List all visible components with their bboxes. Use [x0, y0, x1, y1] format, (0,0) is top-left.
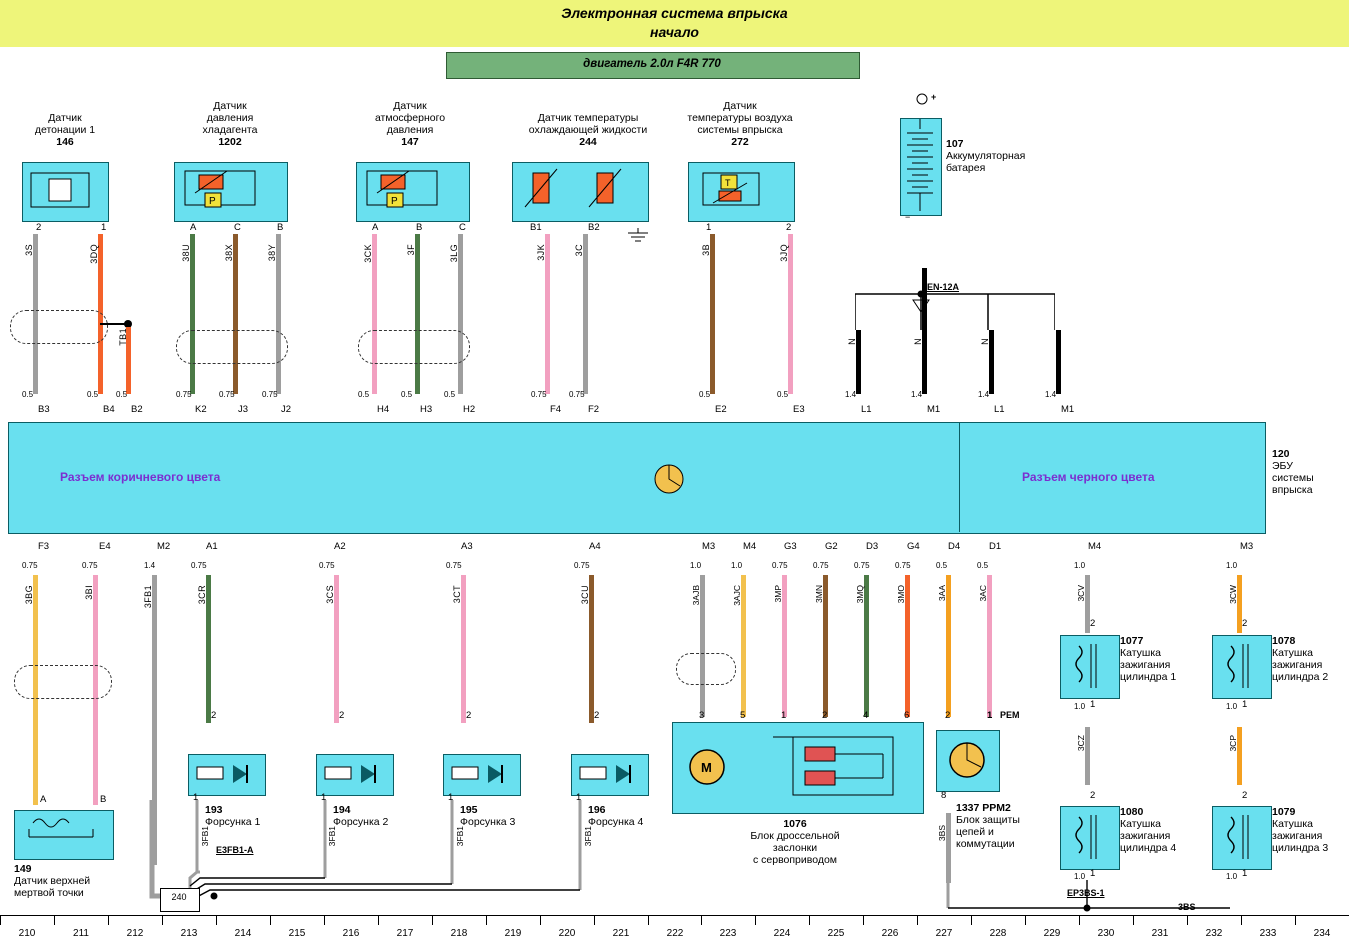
wire-code-3CU: 3CU [580, 585, 590, 605]
ecu-pin-A1: A1 [206, 541, 218, 552]
splice-e3fb1-label: E3FB1-A [216, 845, 254, 855]
ecu-pin-A3: A3 [461, 541, 473, 552]
air-temp-caption: Датчик температуры воздуха системы впрыска 272 [687, 100, 793, 148]
coil-3-caption: 1079 Катушка зажигания цилиндра 3 [1272, 806, 1329, 854]
wire-gauge-38U: 0.75 [176, 390, 192, 399]
ruler-number: 212 [126, 928, 144, 939]
ruler-number: 233 [1259, 928, 1277, 939]
pin-1078-2: 2 [1242, 618, 1248, 629]
pin-1337-2: 2 [945, 710, 951, 721]
wire-code-3FB1-trunk: 3FB1 [143, 585, 153, 609]
ecu-pin-M1-a: M1 [927, 404, 941, 415]
wire-code-TB1: TB1 [118, 328, 128, 346]
ecu-pin-B3: B3 [38, 404, 50, 415]
pin-1080-2: 2 [1090, 790, 1096, 801]
gauge-3MN: 0.75 [813, 561, 829, 570]
refrigerant-pressure-caption: Датчик давления хладагента 1202 [202, 100, 258, 148]
pin-146-1: 1 [101, 222, 107, 233]
ruler-tick [755, 915, 756, 925]
relay-block-caption: 1337 PPM2 Блок защиты цепей и коммутации [956, 802, 1020, 850]
ruler-number: 232 [1205, 928, 1223, 939]
ruler-number: 234 [1313, 928, 1331, 939]
wire-code-3CR: 3CR [197, 585, 207, 605]
ecu-pin-D1: D1 [989, 541, 1002, 552]
ecu-center-icon [652, 462, 686, 501]
wire-code-3CW: 3CW [1228, 585, 1238, 604]
ruler-tick [1025, 915, 1026, 925]
diagram-title-line1: Электронная система впрыска [561, 5, 788, 21]
svg-text:T: T [725, 178, 731, 188]
wire-code-3AC: 3AC [978, 585, 988, 602]
wire-gauge-38Y: 0.75 [262, 390, 278, 399]
pin-1080-1: 1 [1090, 868, 1096, 879]
injector-1-symbol [188, 754, 266, 796]
ecu-pin-M3-a: M3 [702, 541, 716, 552]
ruler-number: 225 [827, 928, 845, 939]
wire-gauge-N-4: 1.4 [1045, 390, 1057, 399]
wire-gauge-38X: 0.75 [219, 390, 235, 399]
ruler-number: 214 [234, 928, 252, 939]
gauge-3CW: 1.0 [1226, 561, 1238, 570]
wire-code-3MP: 3MP [773, 585, 783, 603]
pin-1202-A: A [190, 222, 197, 233]
wire-code-3MN: 3MN [814, 585, 824, 603]
pin-149-A: A [40, 794, 47, 805]
wire-code-3FB1-i1: 3FB1 [200, 826, 210, 847]
knock-sensor-caption: Датчик детонации 1 146 [34, 112, 96, 148]
ruler-tick [594, 915, 595, 925]
injector-1-caption: 193 Форсунка 1 [205, 804, 261, 828]
battery-plus-terminal [915, 92, 929, 111]
wire-code-N-1: N [847, 338, 857, 345]
pin-1077-2: 2 [1090, 618, 1096, 629]
pin-194-1: 1 [321, 792, 327, 803]
ecu-pin-K2: K2 [195, 404, 207, 415]
wire-gauge-TB1: 0.5 [116, 390, 128, 399]
pin-149-B: B [100, 794, 107, 805]
pin-196-2: 2 [594, 710, 600, 721]
ruler-tick [108, 915, 109, 925]
injector-4-symbol [571, 754, 649, 796]
wire-code-3F: 3F [406, 244, 416, 256]
wire-code-3CT: 3CT [452, 585, 462, 604]
ecu-caption: 120 ЭБУ системы впрыска [1272, 448, 1314, 496]
ecu-pin-G4: G4 [907, 541, 920, 552]
ruler-tick [486, 915, 487, 925]
pin-193-2: 2 [211, 710, 217, 721]
ecu-pin-B2: B2 [131, 404, 143, 415]
wire-code-3LG: 3LG [449, 244, 459, 263]
gauge-3CZ: 1.0 [1074, 702, 1086, 711]
ecu-pin-F4: F4 [550, 404, 562, 415]
ruler-tick [54, 915, 55, 925]
coil-1-symbol [1060, 635, 1120, 699]
ruler-tick [270, 915, 271, 925]
ecu-pin-L1-b: L1 [994, 404, 1005, 415]
wire-gauge-3F: 0.5 [401, 390, 413, 399]
pin-1079-1: 1 [1242, 868, 1248, 879]
ecu-black-connector-label: Разъем черного цвета [1022, 470, 1155, 484]
wire-gauge-3S: 0.5 [22, 390, 34, 399]
pin-244-B2: B2 [588, 222, 600, 233]
ecu-pin-M3-b: M3 [1240, 541, 1254, 552]
ruler-number: 213 [180, 928, 198, 939]
pin-1077-1: 1 [1090, 699, 1096, 710]
ruler-tick [1187, 915, 1188, 925]
ruler-number: 215 [288, 928, 306, 939]
injector-3-symbol [443, 754, 521, 796]
gauge-3CR: 0.75 [191, 561, 207, 570]
wire-code-3B: 3B [701, 244, 711, 256]
wire-code-3AJB: 3AJB [691, 585, 701, 606]
air-temp-symbol [688, 162, 795, 222]
ruler-tick [1295, 915, 1296, 925]
ruler-number: 210 [18, 928, 36, 939]
ruler-tick [1241, 915, 1242, 925]
ecu-pin-G3: G3 [784, 541, 797, 552]
pin-244-B1: B1 [530, 222, 542, 233]
ecu-pin-D3: D3 [866, 541, 879, 552]
wire-code-3CP: 3CP [1228, 735, 1238, 752]
ecu-pin-H3: H3 [420, 404, 433, 415]
wire-gauge-3B: 0.5 [699, 390, 711, 399]
wire-code-3BS: 3BS [937, 825, 947, 842]
ground-bus-3bs [930, 880, 1260, 916]
ruler-number: 230 [1097, 928, 1115, 939]
wire-code-3MQ: 3MQ [855, 585, 865, 604]
wire-code-3CK: 3CK [363, 244, 373, 263]
wire-code-38U: 38U [181, 244, 191, 262]
pin-193-1: 1 [193, 792, 199, 803]
ruler-number: 231 [1151, 928, 1169, 939]
pin-146-2: 2 [36, 222, 42, 233]
gauge-3MQ: 0.75 [854, 561, 870, 570]
wire-gauge-3LG: 0.5 [444, 390, 456, 399]
wire-code-3AJC: 3AJC [732, 585, 742, 606]
pin-272-1: 1 [706, 222, 712, 233]
ruler-number: 220 [558, 928, 576, 939]
wire-code-38X: 38X [224, 244, 234, 262]
pin-1078-1: 1 [1242, 699, 1248, 710]
throttle-body-caption: 1076 Блок дроссельной заслонки с сервоприводом [750, 818, 840, 866]
ecu-pin-J2: J2 [281, 404, 292, 415]
wire-code-3JQ: 3JQ [779, 244, 789, 262]
wire-code-3CV: 3CV [1076, 585, 1086, 602]
ruler-tick [324, 915, 325, 925]
ground-node-en12a-label: EN-12A [927, 282, 960, 292]
gauge-3CP: 1.0 [1226, 702, 1238, 711]
wire-code-3BI: 3BI [84, 585, 94, 600]
gauge-3BG: 0.75 [22, 561, 38, 570]
ruler-tick [701, 915, 702, 925]
ruler-number: 223 [719, 928, 737, 939]
pin-147-B: B [416, 222, 423, 233]
gauge-3MO: 0.75 [895, 561, 911, 570]
ruler-tick [0, 915, 1, 925]
ecu-pin-L1-a: L1 [861, 404, 872, 415]
ecu-pin-M4-a: M4 [743, 541, 757, 552]
atm-pressure-symbol [356, 162, 470, 222]
ruler-number: 226 [881, 928, 899, 939]
ruler-tick [1079, 915, 1080, 925]
ecu-pin-B4: B4 [103, 404, 115, 415]
pem-label: PEM [1000, 710, 1020, 720]
wire-gauge-3C: 0.75 [569, 390, 585, 399]
gauge-3CT: 0.75 [446, 561, 462, 570]
wire-code-3FB1-i4: 3FB1 [583, 826, 593, 847]
ecu-pin-A4: A4 [589, 541, 601, 552]
wire-gauge-3DQ: 0.5 [87, 390, 99, 399]
diagram-title [0, 4, 1349, 42]
gauge-3CV: 1.0 [1074, 561, 1086, 570]
pin-1202-B: B [277, 222, 284, 233]
ecu-pin-E4: E4 [99, 541, 111, 552]
ecu-pin-A2: A2 [334, 541, 346, 552]
coil-4-caption: 1080 Катушка зажигания цилиндра 4 [1120, 806, 1177, 854]
wire-gauge-3CK: 0.5 [358, 390, 370, 399]
ecu-pin-E2: E2 [715, 404, 727, 415]
ruler-tick [432, 915, 433, 925]
ecu-pin-E3: E3 [793, 404, 805, 415]
battery-minus-label: − [905, 212, 911, 222]
gauge-3AJB: 1.0 [690, 561, 702, 570]
pin-1076-3: 3 [699, 710, 705, 721]
wire-code-3CZ: 3CZ [1076, 735, 1086, 752]
ecu-pin-J3: J3 [238, 404, 249, 415]
ruler-number: 229 [1043, 928, 1061, 939]
ecu-connector-divider [959, 422, 960, 532]
relay-block-symbol [936, 730, 1000, 792]
ruler-number: 217 [396, 928, 414, 939]
ruler-number: 211 [73, 928, 89, 939]
ruler-tick [863, 915, 864, 925]
wire-code-3JK: 3JK [536, 244, 546, 261]
svg-text:P: P [209, 196, 216, 207]
pin-195-2: 2 [466, 710, 472, 721]
coil-2-caption: 1078 Катушка зажигания цилиндра 2 [1272, 635, 1329, 683]
tdc-sensor-caption: 149 Датчик верхней мертвой точки [14, 863, 91, 899]
atm-pressure-caption: Датчик атмосферного давления 147 [374, 100, 446, 148]
ruler-tick [648, 915, 649, 925]
ecu-pin-M1-b: M1 [1061, 404, 1075, 415]
wire-gauge-N-2: 1.4 [911, 390, 923, 399]
pin-1079-2: 2 [1242, 790, 1248, 801]
throttle-body-symbol [672, 722, 924, 814]
ruler-tick [216, 915, 217, 925]
pin-272-2: 2 [786, 222, 792, 233]
ruler-tick [1133, 915, 1134, 925]
ecu-pin-F2: F2 [588, 404, 600, 415]
pin-1202-C: C [234, 222, 241, 233]
ruler-number: 219 [504, 928, 522, 939]
battery-caption: 107 Аккумуляторная батарея [946, 138, 1026, 174]
wire-gauge-N-1: 1.4 [845, 390, 857, 399]
ecu-pin-G2: G2 [825, 541, 838, 552]
diagram-title-line2: начало [650, 24, 699, 40]
pin-194-2: 2 [339, 710, 345, 721]
ecu-brown-connector-label: Разъем коричневого цвета [60, 470, 221, 484]
battery-plus-label: + [931, 92, 937, 102]
top-wire-bundle [0, 228, 1349, 423]
coolant-temp-symbol [512, 162, 649, 222]
pin-1076-5: 5 [740, 710, 746, 721]
gauge-1079-out: 1.0 [1226, 872, 1238, 881]
injector-2-caption: 194 Форсунка 2 [333, 804, 389, 828]
wire-code-3FB1-i3: 3FB1 [455, 826, 465, 847]
ecu-pin-H2: H2 [463, 404, 476, 415]
pin-1337-8: 8 [941, 790, 947, 801]
gauge-3BI: 0.75 [82, 561, 98, 570]
gauge-3MP: 0.75 [772, 561, 788, 570]
ruler-number: 216 [342, 928, 360, 939]
pin-196-1: 1 [576, 792, 582, 803]
ruler-tick [917, 915, 918, 925]
coil-4-symbol [1060, 806, 1120, 870]
ruler-tick [809, 915, 810, 925]
svg-text:M: M [701, 760, 712, 775]
pin-147-C: C [459, 222, 466, 233]
ecu-pin-F3: F3 [38, 541, 50, 552]
ruler-number: 227 [935, 928, 953, 939]
ruler-number: 224 [773, 928, 791, 939]
gauge-3AA: 0.5 [936, 561, 948, 570]
wire-gauge-3JK: 0.75 [531, 390, 547, 399]
wire-code-3MO: 3MO [896, 585, 906, 604]
pin-1076-6: 6 [904, 710, 910, 721]
wire-code-3DQ: 3DQ [89, 244, 99, 264]
knock-sensor-symbol [22, 162, 109, 222]
ecu-pin-M4-b: M4 [1088, 541, 1102, 552]
pin-195-1: 1 [448, 792, 454, 803]
gauge-3AJC: 1.0 [731, 561, 743, 570]
ruler-number: 222 [666, 928, 684, 939]
ecu-pin-M2: M2 [157, 541, 171, 552]
gauge-3CU: 0.75 [574, 561, 590, 570]
pin-147-A: A [372, 222, 379, 233]
wire-gauge-3JQ: 0.5 [777, 390, 789, 399]
wire-code-N-2: N [913, 338, 923, 345]
pin-1076-2: 2 [822, 710, 828, 721]
ecu-pin-H4: H4 [377, 404, 390, 415]
ruler-tick [162, 915, 163, 925]
refrigerant-pressure-symbol [174, 162, 288, 222]
gauge-3FB1: 1.4 [144, 561, 156, 570]
wire-code-N-3: N [980, 338, 990, 345]
bus-label-3bs: 3BS [1178, 902, 1196, 912]
ruler-number: 228 [989, 928, 1007, 939]
wire-code-3C: 3C [574, 244, 584, 257]
coil-2-symbol [1212, 635, 1272, 699]
pin-1337-pem: 1 [987, 710, 993, 721]
ruler-tick [971, 915, 972, 925]
splice-ep3bs-label: EP3BS-1 [1067, 888, 1105, 898]
ruler-number: 218 [450, 928, 468, 939]
injector-2-symbol [316, 754, 394, 796]
ruler-number: 221 [612, 928, 630, 939]
gauge-3AC: 0.5 [977, 561, 989, 570]
pin-1076-4: 4 [863, 710, 869, 721]
wire-code-3FB1-i2: 3FB1 [327, 826, 337, 847]
svg-text:P: P [391, 196, 398, 207]
wire-code-3AA: 3AA [937, 585, 947, 602]
wire-gauge-N-3: 1.4 [978, 390, 990, 399]
wire-code-3BG: 3BG [24, 585, 34, 605]
injector-return-bus [0, 800, 700, 910]
coil-3-symbol [1212, 806, 1272, 870]
coil-1-caption: 1077 Катушка зажигания цилиндра 1 [1120, 635, 1177, 683]
gauge-3CS: 0.75 [319, 561, 335, 570]
gauge-1080-out: 1.0 [1074, 872, 1086, 881]
injector-4-caption: 196 Форсунка 4 [588, 804, 644, 828]
engine-subtitle: двигатель 2.0л F4R 770 [583, 58, 721, 70]
wire-code-3CS: 3CS [325, 585, 335, 604]
connector-240-label: 240 [171, 892, 187, 902]
ruler-tick [540, 915, 541, 925]
coolant-temp-caption: Датчик температуры охлаждающей жидкости 244 [528, 112, 648, 148]
injector-3-caption: 195 Форсунка 3 [460, 804, 516, 828]
wire-code-3S: 3S [24, 244, 34, 256]
ruler-tick [378, 915, 379, 925]
ecu-pin-D4: D4 [948, 541, 961, 552]
battery-symbol [900, 118, 942, 216]
wire-code-38Y: 38Y [267, 244, 277, 262]
pin-1076-1: 1 [781, 710, 787, 721]
